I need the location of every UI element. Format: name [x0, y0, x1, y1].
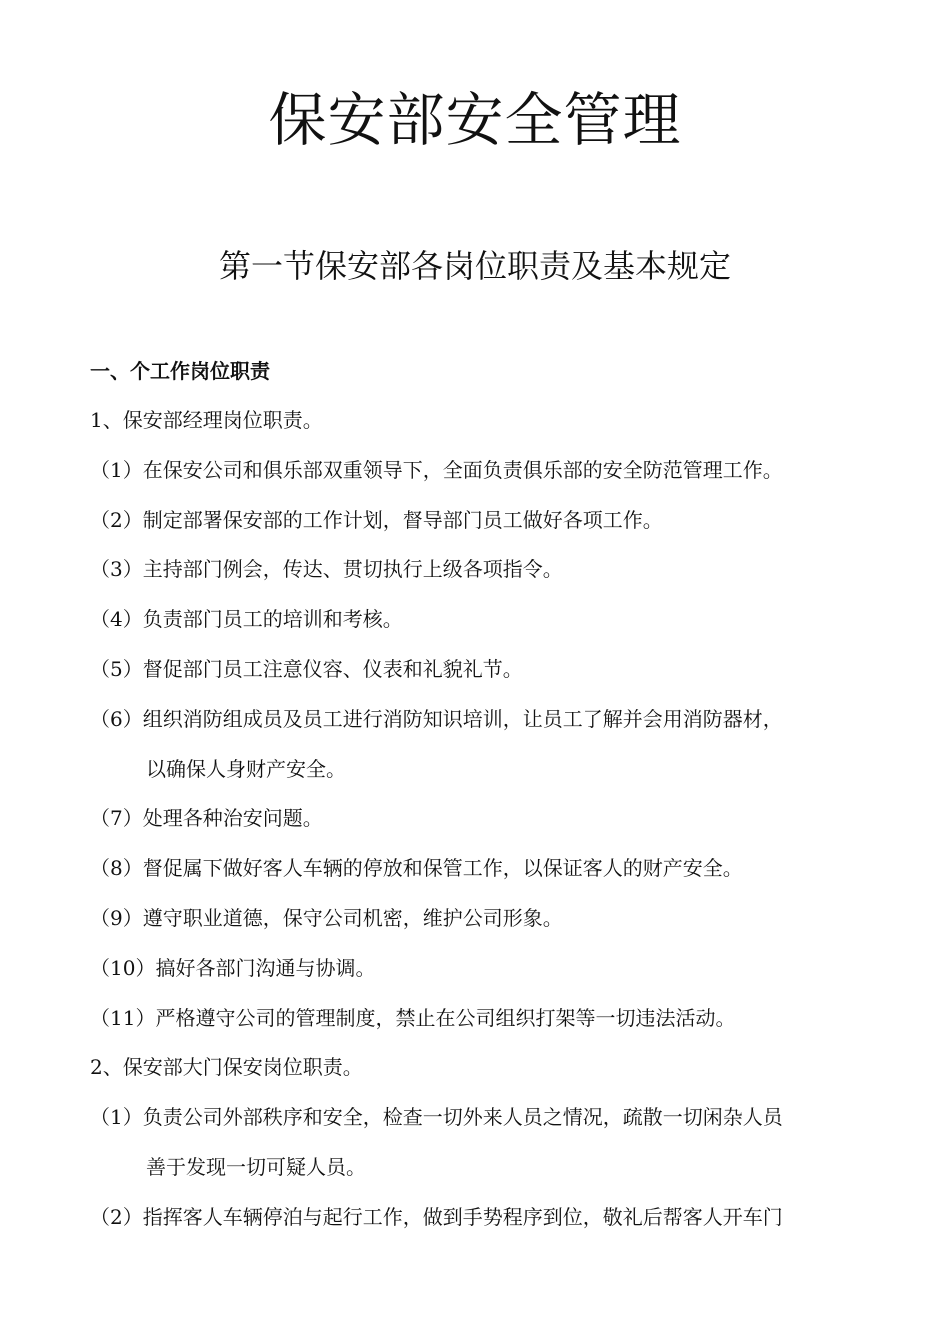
- paragraph-line: （3）主持部门例会，传达、贯切执行上级各项指令。: [90, 557, 563, 581]
- paragraph-line: （5）督促部门员工注意仪容、仪表和礼貌礼节。: [90, 657, 523, 681]
- document-title: 保安部安全管理: [268, 86, 682, 154]
- subsection-heading: 一、个工作岗位职责: [90, 359, 270, 383]
- paragraph-line: （6）组织消防组成员及员工进行消防知识培训，让员工了解并会用消防器材，: [90, 707, 783, 731]
- paragraph-line: （10）搞好各部门沟通与协调。: [90, 956, 376, 980]
- paragraph-line: （4）负责部门员工的培训和考核。: [90, 607, 403, 631]
- paragraph-line: 以确保人身财产安全。: [146, 757, 346, 781]
- paragraph-line: 1、保安部经理岗位职责。: [90, 408, 323, 432]
- paragraph-line: 善于发现一切可疑人员。: [146, 1155, 366, 1179]
- paragraph-line: 2、保安部大门保安岗位职责。: [90, 1055, 363, 1079]
- paragraph-line: （1）负责公司外部秩序和安全，检查一切外来人员之情况，疏散一切闲杂人员: [90, 1105, 783, 1129]
- paragraph-line: （9）遵守职业道德，保守公司机密，维护公司形象。: [90, 906, 563, 930]
- paragraph-line: （2）制定部署保安部的工作计划，督导部门员工做好各项工作。: [90, 508, 663, 532]
- paragraph-line: （1）在保安公司和俱乐部双重领导下，全面负责俱乐部的安全防范管理工作。: [90, 458, 783, 482]
- paragraph-line: （2）指挥客人车辆停泊与起行工作，做到手势程序到位，敬礼后帮客人开车门: [90, 1205, 783, 1229]
- paragraph-line: （11）严格遵守公司的管理制度，禁止在公司组织打架等一切违法活动。: [90, 1006, 736, 1030]
- paragraph-line: （8）督促属下做好客人车辆的停放和保管工作，以保证客人的财产安全。: [90, 856, 743, 880]
- paragraph-line: （7）处理各种治安问题。: [90, 806, 323, 830]
- section-title: 第一节保安部各岗位职责及基本规定: [218, 247, 731, 285]
